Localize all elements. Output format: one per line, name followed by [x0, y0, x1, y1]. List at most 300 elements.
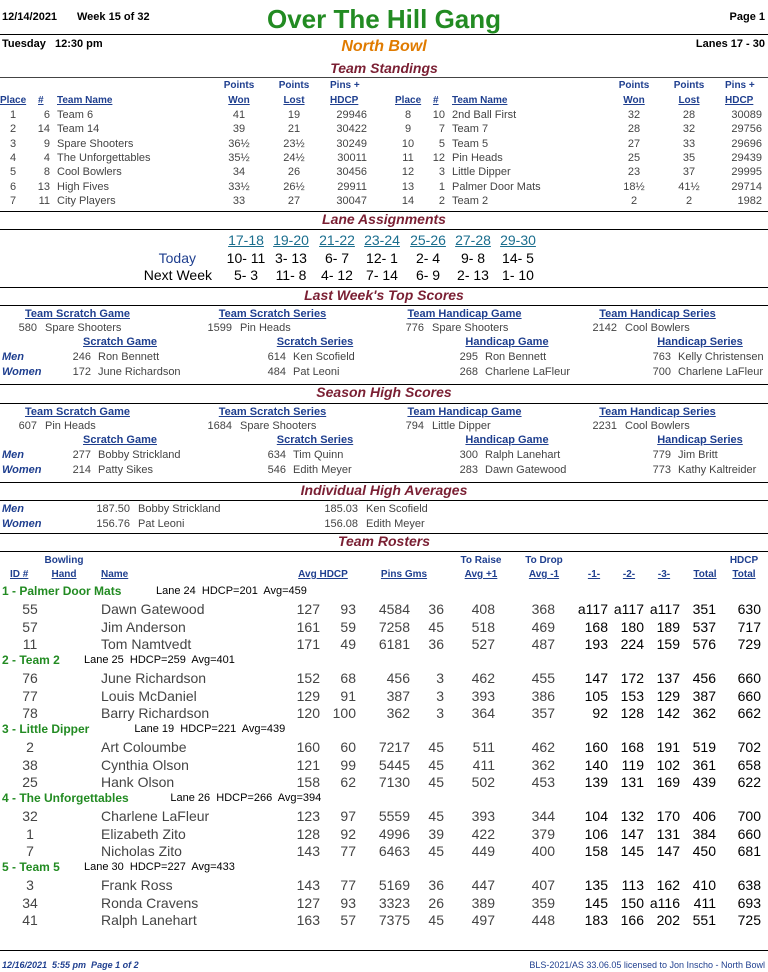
roster-team-info: Lane 25 HDCP=259 Avg=401	[84, 654, 235, 666]
standing-pins: 30047	[336, 194, 367, 207]
col-team: Team Name	[57, 95, 113, 106]
ind-score-label: Handicap Series	[657, 336, 743, 348]
avg-value: 156.08	[324, 517, 358, 530]
divider	[0, 551, 768, 552]
player-games: 26	[428, 894, 444, 911]
player-id: 34	[22, 894, 38, 911]
today-label: Today	[158, 250, 196, 266]
standing-lost: 33	[682, 137, 696, 150]
player-pins: 456	[386, 670, 410, 687]
game-3: 169	[656, 773, 680, 790]
col-pins-hdcp: Pins +	[725, 80, 755, 91]
to-drop: 487	[531, 635, 555, 652]
ind-score-name: Ken Scofield	[293, 351, 355, 363]
player-pins: 6463	[378, 842, 410, 859]
player-pins: 3323	[378, 894, 410, 911]
standing-team: Palmer Door Mats	[452, 180, 541, 193]
player-name: Charlene LaFleur	[101, 808, 210, 825]
footer-right: BLS-2021/AS 33.06.05 licensed to Jon Inscho - North Bowl	[529, 960, 765, 970]
lane-pair: 29-30	[500, 232, 536, 248]
standing-place: 7	[9, 194, 17, 207]
roster-team-name: 2 - Team 2	[2, 653, 60, 667]
game-1: 145	[584, 894, 608, 911]
to-raise: 462	[471, 670, 495, 687]
player-total: 576	[692, 635, 716, 652]
lane-pair: 25-26	[410, 232, 446, 248]
ind-score-name: Bobby Strickland	[98, 449, 181, 461]
standing-place: 3	[9, 137, 17, 150]
roster-col-pins: Pins Gms	[380, 569, 428, 580]
player-games: 36	[428, 601, 444, 618]
player-hdcp: 68	[340, 670, 356, 687]
game-3: a117	[649, 601, 680, 618]
lane-pair: 27-28	[455, 232, 491, 248]
standing-won: 28	[627, 123, 641, 136]
ind-score-value: 546	[267, 463, 286, 476]
standing-team: Team 6	[57, 109, 94, 121]
player-avg: 171	[296, 635, 320, 652]
player-total: 537	[692, 618, 716, 635]
ind-score-name: Ralph Lanehart	[485, 449, 561, 461]
player-games: 45	[428, 773, 444, 790]
col-points-won: Won	[228, 95, 250, 106]
page-number: Page 1	[729, 11, 765, 23]
player-hdcp-total: 660	[737, 670, 761, 687]
standing-place: 9	[404, 123, 412, 136]
col-pins-hdcp: HDCP	[330, 95, 359, 106]
player-hdcp: 62	[340, 773, 356, 790]
lane-next: 11- 8	[275, 267, 307, 283]
ind-score-value: 246	[72, 351, 91, 363]
player-id: 32	[22, 808, 38, 825]
ind-score-name: Pat Leoni	[293, 365, 340, 378]
roster-col-g1: -1-	[587, 569, 601, 580]
to-drop: 344	[531, 808, 555, 825]
player-id: 1	[26, 825, 34, 842]
standing-num: 7	[438, 123, 445, 136]
day-time: Tuesday 12:30 pm	[2, 38, 103, 50]
to-drop: 362	[531, 756, 555, 773]
men-label: Men	[2, 449, 24, 461]
women-label: Women	[2, 365, 42, 378]
roster-col-ht2: Total	[732, 569, 756, 580]
roster-team-name: 4 - The Unforgettables	[2, 791, 129, 805]
ind-score-name: Patty Sikes	[98, 463, 154, 476]
standing-lost: 27	[287, 194, 301, 207]
to-raise: 449	[471, 842, 495, 859]
standing-won: 39	[232, 123, 246, 136]
player-total: 439	[692, 773, 716, 790]
player-hdcp-total: 662	[737, 704, 761, 721]
standing-num: 6	[43, 109, 50, 121]
team-score-name: Pin Heads	[240, 322, 291, 334]
standing-won: 2	[630, 194, 638, 207]
standing-pins: 30456	[336, 166, 367, 179]
ind-score-value: 277	[72, 449, 91, 461]
player-total: 361	[692, 756, 716, 773]
standing-team: The Unforgettables	[57, 151, 151, 164]
to-drop: 368	[531, 601, 555, 618]
player-hdcp: 93	[340, 894, 356, 911]
game-2: 224	[620, 635, 644, 652]
standing-place: 11	[402, 151, 414, 164]
lane-pair: 19-20	[273, 232, 309, 248]
to-drop: 469	[531, 618, 555, 635]
player-name: Frank Ross	[101, 877, 173, 894]
game-3: 142	[656, 704, 680, 721]
player-avg: 127	[296, 601, 320, 618]
col-pins-hdcp: HDCP	[725, 95, 754, 106]
ind-score-value: 484	[267, 365, 286, 378]
player-games: 39	[428, 825, 444, 842]
game-1: 158	[584, 842, 608, 859]
col-points-lost: Lost	[678, 95, 700, 106]
player-pins: 387	[386, 687, 410, 704]
player-hdcp: 49	[340, 635, 356, 652]
standing-won: 32	[627, 109, 641, 121]
game-1: 105	[584, 687, 608, 704]
player-pins: 7375	[378, 911, 410, 928]
to-raise: 408	[471, 601, 495, 618]
player-avg: 158	[296, 773, 320, 790]
player-pins: 7130	[378, 773, 410, 790]
standing-place: 5	[9, 166, 17, 179]
game-2: 150	[620, 894, 644, 911]
lane-pair: 21-22	[319, 232, 355, 248]
ind-score-name: Charlene LaFleur	[485, 365, 570, 378]
player-games: 45	[428, 808, 444, 825]
standing-won: 34	[232, 166, 246, 179]
team-score-value: 794	[405, 420, 424, 432]
player-id: 57	[22, 618, 38, 635]
standing-team: Cool Bowlers	[57, 166, 122, 179]
player-hdcp-total: 660	[737, 687, 761, 704]
player-name: Jim Anderson	[101, 618, 186, 635]
to-raise: 393	[471, 808, 495, 825]
roster-col-g3: -3-	[657, 569, 671, 580]
ind-score-label: Scratch Series	[276, 336, 354, 348]
player-name: Tom Namtvedt	[101, 635, 192, 652]
ind-score-value: 614	[267, 351, 286, 363]
standing-team: Spare Shooters	[57, 137, 134, 150]
to-drop: 407	[531, 877, 555, 894]
col-points-won: Points	[618, 80, 650, 91]
standing-team: Team 5	[452, 137, 489, 150]
player-avg: 120	[296, 704, 320, 721]
standing-pins: 30422	[336, 123, 367, 136]
roster-col-avg: Avg HDCP	[298, 569, 348, 580]
team-score-label: Team Scratch Series	[218, 308, 327, 320]
player-total: 450	[692, 842, 716, 859]
team-score-label: Team Handicap Series	[599, 308, 716, 320]
divider	[0, 34, 768, 35]
standing-lost: 23½	[283, 137, 305, 150]
team-score-label: Team Handicap Game	[407, 406, 522, 418]
standing-lost: 24½	[283, 151, 305, 164]
standing-pins: 1982	[737, 194, 762, 207]
standing-lost: 26	[287, 166, 301, 179]
game-2: 131	[620, 773, 644, 790]
to-raise: 411	[472, 756, 495, 773]
player-hdcp: 59	[340, 618, 356, 635]
game-1: 135	[584, 877, 608, 894]
standing-place: 4	[9, 151, 17, 164]
ind-score-label: Handicap Series	[657, 434, 743, 446]
player-hdcp: 77	[340, 877, 356, 894]
standing-lost: 21	[287, 123, 301, 136]
game-2: 147	[620, 825, 644, 842]
roster-team-name: 1 - Palmer Door Mats	[2, 584, 122, 598]
player-hdcp-total: 630	[737, 601, 761, 618]
player-hdcp: 93	[340, 601, 356, 618]
player-id: 11	[22, 635, 38, 652]
roster-col-tr2: Avg +1	[464, 569, 498, 580]
team-score-value: 2142	[592, 322, 617, 334]
lane-next: 6- 9	[415, 267, 441, 283]
player-total: 387	[692, 687, 716, 704]
standing-num: 9	[43, 137, 50, 150]
team-score-name: Spare Shooters	[45, 322, 122, 334]
standing-pins: 29439	[731, 151, 762, 164]
ind-score-label: Scratch Game	[83, 434, 157, 446]
team-score-value: 2231	[592, 420, 617, 432]
ind-score-name: June Richardson	[98, 365, 181, 378]
standing-lost: 35	[682, 151, 696, 164]
team-score-name: Little Dipper	[432, 420, 491, 432]
game-3: 131	[656, 825, 680, 842]
ind-score-value: 300	[459, 449, 478, 461]
roster-col-bh1: Bowling	[44, 555, 84, 566]
game-1: 193	[584, 635, 608, 652]
standing-place: 2	[9, 123, 17, 136]
player-games: 36	[428, 877, 444, 894]
team-score-label: Team Handicap Series	[599, 406, 716, 418]
ind-score-label: Scratch Game	[83, 336, 157, 348]
to-drop: 357	[531, 704, 555, 721]
player-hdcp-total: 729	[737, 635, 761, 652]
standing-pins: 30249	[336, 137, 367, 150]
ind-score-value: 634	[267, 449, 286, 461]
to-drop: 359	[531, 894, 555, 911]
team-score-value: 580	[18, 322, 37, 334]
standing-team: Team 7	[452, 123, 489, 136]
standing-pins: 29714	[731, 180, 762, 193]
player-avg: 163	[296, 911, 320, 928]
to-raise: 447	[471, 877, 495, 894]
player-avg: 152	[296, 670, 320, 687]
ind-score-name: Dawn Gatewood	[485, 463, 567, 476]
player-id: 41	[22, 911, 38, 928]
avg-value: 156.76	[96, 517, 130, 530]
section-lanes: Lane Assignments	[322, 211, 446, 227]
ind-score-value: 773	[652, 463, 671, 476]
player-total: 411	[693, 894, 716, 911]
player-pins: 4584	[378, 601, 410, 618]
lane-pair: 23-24	[364, 232, 400, 248]
player-games: 3	[436, 670, 444, 687]
divider	[0, 500, 768, 501]
player-avg: 123	[296, 808, 320, 825]
lane-today: 10- 11	[226, 250, 266, 266]
game-3: 137	[656, 670, 680, 687]
center-name: North Bowl	[341, 38, 427, 55]
player-name: Art Coloumbe	[101, 739, 187, 756]
game-2: 113	[621, 877, 644, 894]
player-hdcp: 97	[340, 808, 356, 825]
game-1: a117	[577, 601, 608, 618]
lane-today: 12- 1	[366, 250, 398, 266]
ind-score-value: 283	[459, 463, 478, 476]
to-raise: 393	[471, 687, 495, 704]
player-id: 25	[22, 773, 38, 790]
to-raise: 527	[471, 635, 495, 652]
col-num: #	[433, 95, 439, 106]
player-hdcp-total: 717	[737, 618, 761, 635]
player-total: 406	[692, 808, 716, 825]
player-pins: 5169	[378, 877, 410, 894]
next-week-label: Next Week	[143, 267, 212, 283]
lane-next: 4- 12	[321, 267, 353, 283]
standing-num: 10	[432, 109, 445, 121]
game-2: 132	[620, 808, 644, 825]
standing-place: 13	[401, 180, 415, 193]
lanes-range: Lanes 17 - 30	[695, 38, 765, 50]
team-score-label: Team Scratch Series	[218, 406, 327, 418]
game-3: 202	[656, 911, 680, 928]
avg-name: Bobby Strickland	[138, 503, 221, 515]
player-total: 551	[692, 911, 716, 928]
standing-team: Pin Heads	[452, 151, 503, 164]
roster-col-name: Name	[101, 569, 129, 580]
col-team: Team Name	[452, 95, 508, 106]
player-name: Dawn Gatewood	[101, 601, 205, 618]
game-2: 128	[620, 704, 644, 721]
game-3: 170	[656, 808, 680, 825]
player-pins: 4996	[378, 825, 410, 842]
player-id: 2	[26, 739, 34, 756]
standing-place: 12	[401, 166, 415, 179]
player-hdcp: 77	[340, 842, 356, 859]
player-avg: 143	[296, 842, 320, 859]
week-info: Week 15 of 32	[77, 11, 150, 23]
player-games: 45	[428, 911, 444, 928]
men-label: Men	[2, 351, 24, 363]
game-1: 106	[584, 825, 608, 842]
standing-won: 23	[627, 166, 641, 179]
player-id: 55	[22, 601, 38, 618]
game-2: 172	[620, 670, 644, 687]
player-id: 3	[26, 877, 34, 894]
col-points-won: Won	[623, 95, 645, 106]
game-2: 153	[620, 687, 644, 704]
game-2: a117	[613, 601, 644, 618]
league-title: Over The Hill Gang	[266, 4, 502, 34]
ind-score-value: 763	[652, 351, 671, 363]
team-score-value: 607	[18, 420, 37, 432]
team-score-name: Pin Heads	[45, 420, 96, 432]
section-lastweek: Last Week's Top Scores	[304, 287, 464, 303]
to-raise: 497	[471, 911, 495, 928]
ind-score-label: Scratch Series	[276, 434, 354, 446]
ind-score-name: Edith Meyer	[293, 463, 352, 476]
player-games: 45	[428, 842, 444, 859]
standing-pins: 29946	[336, 109, 367, 121]
game-3: 159	[656, 635, 680, 652]
roster-team-name: 3 - Little Dipper	[2, 722, 90, 736]
player-total: 351	[692, 601, 716, 618]
player-avg: 127	[296, 894, 320, 911]
roster-col-td1: To Drop	[525, 555, 563, 566]
women-label: Women	[2, 517, 42, 530]
team-score-value: 776	[405, 322, 424, 334]
game-3: 129	[656, 687, 680, 704]
lane-pair: 17-18	[228, 232, 264, 248]
avg-name: Ken Scofield	[366, 503, 428, 515]
standing-num: 14	[37, 123, 50, 136]
player-hdcp: 91	[340, 687, 356, 704]
ind-score-name: Charlene LaFleur	[678, 365, 763, 378]
ind-score-name: Kathy Kaltreider	[678, 463, 757, 476]
standing-place: 8	[404, 109, 412, 121]
standing-pins: 29911	[337, 180, 367, 193]
standing-place: 1	[9, 109, 17, 121]
ind-score-value: 214	[72, 463, 91, 476]
team-score-value: 1599	[207, 322, 232, 334]
ind-score-name: Ron Bennett	[485, 351, 547, 363]
player-hdcp-total: 700	[737, 808, 761, 825]
col-num: #	[38, 95, 44, 106]
ind-score-name: Tim Quinn	[293, 449, 344, 461]
standing-team: 2nd Ball First	[452, 109, 517, 121]
player-pins: 7258	[378, 618, 410, 635]
lane-today: 9- 8	[460, 250, 486, 266]
team-score-name: Spare Shooters	[432, 322, 509, 334]
game-1: 104	[584, 808, 608, 825]
player-games: 45	[428, 756, 444, 773]
standing-num: 1	[438, 180, 445, 193]
lane-next: 2- 13	[457, 267, 489, 283]
lane-next: 1- 10	[502, 267, 534, 283]
game-1: 168	[584, 618, 608, 635]
player-hdcp-total: 622	[737, 773, 761, 790]
team-score-label: Team Scratch Game	[25, 406, 130, 418]
col-place: Place	[395, 95, 422, 106]
women-label: Women	[2, 463, 42, 476]
standing-pins: 29995	[731, 166, 762, 179]
col-place: Place	[0, 95, 27, 106]
divider	[0, 403, 768, 404]
ind-score-name: Kelly Christensen	[678, 351, 764, 363]
player-hdcp: 99	[340, 756, 356, 773]
player-name: June Richardson	[101, 670, 207, 687]
divider	[0, 950, 768, 951]
ind-score-value: 172	[72, 365, 91, 378]
player-id: 78	[22, 704, 38, 721]
player-total: 384	[692, 825, 716, 842]
lane-today: 6- 7	[324, 250, 350, 266]
ind-score-value: 779	[652, 449, 671, 461]
section-averages: Individual High Averages	[300, 482, 468, 498]
divider	[0, 229, 768, 230]
player-avg: 143	[296, 877, 320, 894]
player-total: 362	[692, 704, 716, 721]
to-raise: 364	[471, 704, 495, 721]
avg-name: Pat Leoni	[138, 517, 185, 530]
roster-col-tr1: To Raise	[460, 555, 502, 566]
roster-col-g2: -2-	[622, 569, 636, 580]
player-name: Ralph Lanehart	[101, 911, 197, 928]
to-drop: 386	[531, 687, 555, 704]
